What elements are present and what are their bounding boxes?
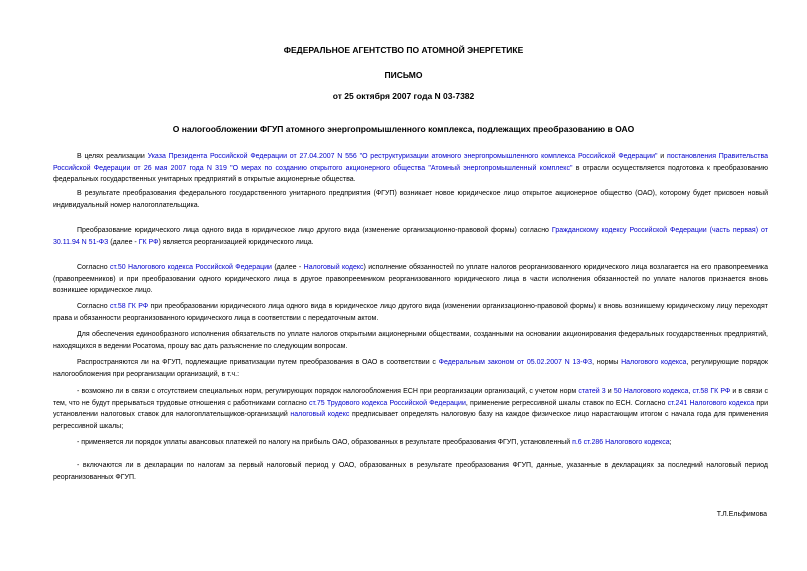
- paragraph-text: Согласно: [77, 303, 110, 310]
- paragraph-5: [53, 301, 768, 324]
- paragraph-8: [53, 386, 768, 432]
- signature: Т.Л.Ельфимова: [716, 511, 767, 518]
- paragraph-text: при преобразовании юридического лица одного вида в юридическое лицо другого вида (изменении организационно-правовой формы) к вновь возникшему юридическому лицу переходят права и обязанности реорганизованного юридического лица в соответствии с передаточным актом.: [53, 303, 768, 322]
- legal-reference-link[interactable]: ст.58 ГК РФ: [692, 388, 731, 395]
- document-subject: О налогообложении ФГУП атомного энергопромышленного комплекса, подлежащих преобразованию в ОАО: [172, 124, 635, 134]
- paragraph-7: [53, 357, 768, 380]
- legal-reference-link[interactable]: ст.241 Налогового кодекса: [667, 399, 755, 407]
- paragraph-text: - возможно ли в связи с отсутствием специальных норм, регулирующих порядок налогообложения ЕСН при реорганизации организаций, с учетом норм: [77, 388, 579, 395]
- paragraph-text: при установлении налоговых ставок для налогоплательщиков-организаций: [53, 399, 769, 418]
- paragraph-text: ) является реорганизацией юридического лица.: [158, 238, 314, 246]
- paragraph-6: [53, 329, 768, 352]
- paragraph-text: , регулирующие порядок налогообложения при реорганизации организаций, в т.ч.:: [53, 359, 768, 378]
- legal-reference-link[interactable]: статей 3: [578, 388, 606, 395]
- legal-reference-link[interactable]: 50 Налогового кодекса: [613, 388, 689, 395]
- paragraph-text: Для обеспечения единообразного исполнения обязательств по уплате налогов открытыми акционерными обществами, созданными на основании акционирования федеральных государственных предприятий, находящихся в ведении Росатома, прошу вас дать разъяснение по следующим вопросам.: [53, 331, 768, 350]
- paragraph-2: [53, 188, 768, 211]
- paragraph-1: [53, 151, 768, 186]
- paragraph-text: Преобразование юридического лица одного вида в юридическое лицо другого вида (изменение организационно-правовой формы) согласно: [77, 227, 552, 234]
- paragraph-text: (далее -: [108, 238, 139, 246]
- paragraph-9: [53, 437, 768, 449]
- legal-reference-link[interactable]: ст.58 ГК РФ: [109, 303, 149, 310]
- paragraph-text: В целях реализации: [77, 153, 148, 160]
- legal-reference-link[interactable]: налоговый кодекс: [290, 411, 350, 418]
- agency-name: ФЕДЕРАЛЬНОЕ АГЕНТСТВО ПО АТОМНОЙ ЭНЕРГЕТИКЕ: [283, 45, 524, 55]
- paragraph-text: ;: [669, 439, 672, 446]
- legal-reference-link[interactable]: Гражданскому кодексу Российской Федерации (часть первая) от 30.11.94 N 51-ФЗ: [53, 227, 768, 246]
- paragraph-text: в отрасли осуществляется подготовка к преобразованию федеральных государственных унитарных предприятий в открытые акционерные общества.: [53, 164, 769, 183]
- document-date-number: от 25 октября 2007 года N 03-7382: [332, 91, 475, 101]
- legal-reference-link[interactable]: ст.75 Трудового кодекса Российской Федерации: [308, 399, 466, 407]
- legal-reference-link[interactable]: Указа Президента Российской Федерации от 27.04.2007 N 556 "О реструктуризации атомного энергопромышленного комплекса Российской Федерации": [147, 153, 658, 160]
- paragraph-text: - применяется ли порядок уплаты авансовых платежей по налогу на прибыль ОАО, образованных в результате преобразования ФГУП, установленный: [77, 439, 573, 446]
- legal-reference-link[interactable]: ГК РФ: [138, 238, 159, 246]
- document-type: ПИСЬМО: [384, 70, 423, 80]
- paragraph-text: , нормы: [592, 359, 622, 366]
- legal-reference-link[interactable]: Федеральным законом от 05.02.2007 N 13-ФЗ: [438, 359, 593, 366]
- legal-reference-link[interactable]: Налоговый кодекс: [303, 264, 364, 271]
- legal-reference-link[interactable]: Налогового кодекса: [621, 359, 687, 366]
- paragraph-text: ,: [688, 388, 693, 395]
- legal-reference-link[interactable]: п.6 ст.286 Налогового кодекса: [572, 439, 670, 446]
- paragraph-10: [53, 460, 768, 483]
- paragraph-text: В результате преобразования федерального государственного унитарного предприятия (ФГУП) возникает новое юридическое лицо открытое акционерное общество (ОАО), которому будет присвоен новый индивидуальный номер налогоплательщика.: [53, 190, 768, 209]
- legal-reference-link[interactable]: ст.50 Налогового кодекса Российской Федерации: [109, 264, 272, 271]
- paragraph-text: и в связи с тем, что не будут прерываться трудовые отношения с работниками согласно: [53, 388, 768, 407]
- paragraph-text: - включаются ли в декларации по налогам за первый налоговый период у ОАО, образованных в результате преобразования ФГУП, данные, указанные в декларациях за последний налоговый период реорганизованных ФГУП.: [53, 462, 768, 481]
- paragraph-text: , применение регрессивной шкалы ставок по ЕСН. Согласно: [465, 399, 668, 407]
- paragraph-text: ) исполнение обязанностей по уплате налогов реорганизованного юридического лица возлагается на его правопреемника (правопреемников) и при преобразовании одного юридического лица в другое правопреемником реорганизованного юридического лица в части исполнения обязанностей по уплате налогов признается вновь возникшее юридическое лицо.: [53, 264, 768, 294]
- paragraph-4: [53, 262, 768, 297]
- paragraph-text: Распространяются ли на ФГУП, подлежащие приватизации путем преобразования в ОАО в соответствии с: [77, 359, 439, 366]
- paragraph-3: [53, 225, 768, 248]
- legal-reference-link[interactable]: постановления Правительства Российской Федерации от 26 мая 2007 года N 319 "О мерах по созданию открытого акционерного общества "Атомный энергопромышленный комплекс": [53, 153, 768, 172]
- paragraph-text: и: [657, 153, 667, 160]
- paragraph-text: и: [605, 388, 614, 395]
- paragraph-text: предписывает определять налоговую базу на каждое физическое лицо нарастающим итогом с начала года для применения регрессивной шкалы;: [53, 411, 768, 430]
- paragraph-text: Согласно: [77, 264, 110, 271]
- paragraph-text: (далее -: [271, 264, 304, 271]
